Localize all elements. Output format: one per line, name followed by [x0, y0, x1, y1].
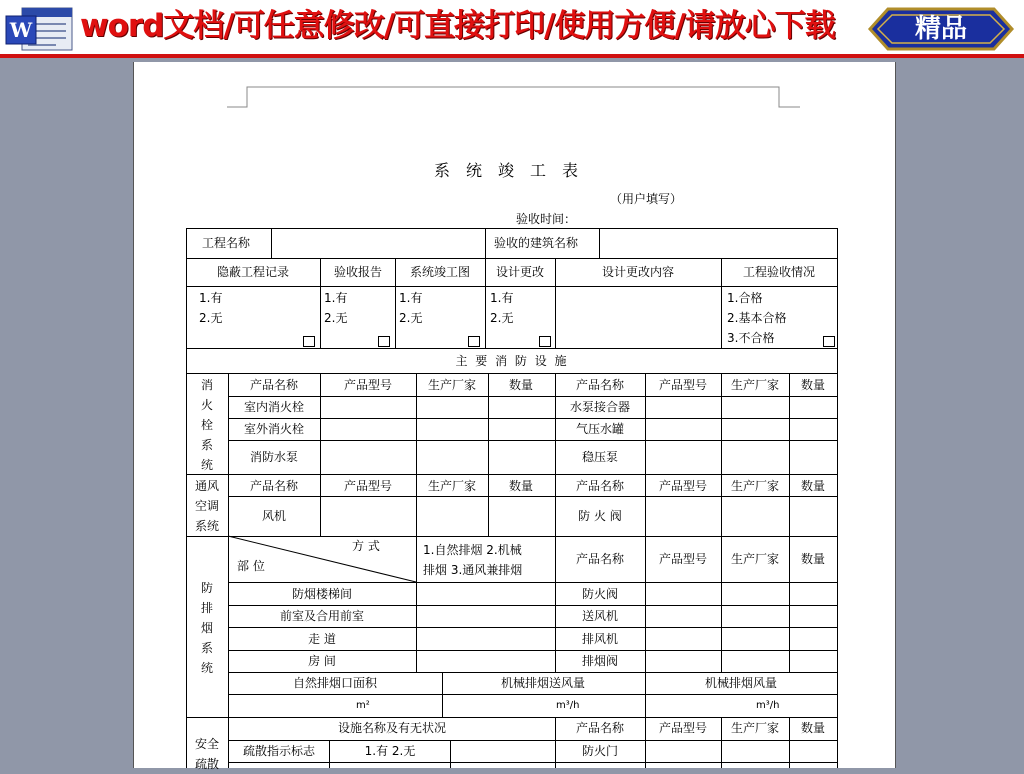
hidden-works-options: 1.有 2.无	[199, 291, 223, 325]
report-checkbox[interactable]	[378, 336, 390, 347]
corridor: 走 道	[308, 632, 336, 646]
document-note: （用户填写）	[610, 192, 683, 206]
exhaust-fan: 排风机	[581, 632, 619, 646]
hydrant-col-qty: 数量	[508, 378, 534, 392]
smoke-col-qty: 数量	[800, 552, 826, 566]
as-built-drawing-header: 系统竣工图	[409, 265, 471, 279]
acceptance-options: 1.合格 2.基本合格 3.不合格	[727, 291, 787, 345]
hvac-col-model-2: 产品型号	[658, 479, 708, 493]
design-change-content-header: 设计更改内容	[601, 265, 675, 279]
hvac-col-maker-2: 生产厂家	[730, 479, 780, 493]
evac-col-model: 产品型号	[658, 721, 708, 735]
hvac-system-label: 通风空调系统	[194, 479, 219, 533]
acceptance-report-header: 验收报告	[333, 265, 383, 279]
exhaust-volume-label: 机械排烟风量	[704, 676, 778, 690]
hydrant-col-model: 产品型号	[343, 378, 393, 392]
outdoor-hydrant: 室外消火栓	[243, 422, 305, 436]
indoor-hydrant: 室内消火栓	[243, 400, 305, 414]
acceptance-date-label: 验收时间：	[516, 212, 577, 226]
pressure-tank: 气压水罐	[575, 422, 625, 436]
hydrant-system-label: 消火栓系统	[200, 378, 213, 472]
hidden-works-header: 隐蔽工程记录	[216, 265, 290, 279]
facility-status-header: 设施名称及有无状况	[337, 721, 447, 735]
acceptance-checkbox[interactable]	[823, 336, 835, 347]
stairwell: 防烟楼梯间	[291, 587, 353, 601]
smoke-system-label: 防排烟系统	[200, 581, 213, 675]
hvac-col-qty: 数量	[508, 479, 534, 493]
project-name-label: 工程名称	[202, 236, 251, 250]
evac-col-qty: 数量	[800, 721, 826, 735]
supply-fan: 送风机	[581, 609, 619, 623]
evac-sign: 疏散指示标志	[242, 744, 316, 758]
method-label: 方 式	[352, 539, 380, 553]
document-title: 系统竣工表	[434, 161, 595, 180]
fire-damper: 防 火 阀	[578, 509, 622, 523]
hvac-col-model: 产品型号	[343, 479, 393, 493]
svg-text:W: W	[9, 18, 33, 42]
banner-text: word文档/可任意修改/可直接打印/使用方便/请放心下载	[80, 8, 835, 44]
change-options: 1.有 2.无	[490, 291, 514, 325]
evac-col-name: 产品名称	[575, 721, 625, 735]
smoke-col-maker: 生产厂家	[730, 552, 780, 566]
fan: 风机	[261, 509, 287, 523]
fire-door: 防火门	[581, 744, 619, 758]
evacuation-label: 安全疏散	[194, 737, 219, 771]
supply-volume-label: 机械排烟送风量	[500, 676, 586, 690]
fire-damper-2: 防火阀	[581, 587, 619, 601]
hydrant-col-maker-2: 生产厂家	[730, 378, 780, 392]
stabilizer-pump: 稳压泵	[581, 450, 619, 464]
acceptance-status-header: 工程验收情况	[742, 265, 816, 279]
unit-flow-exhaust: m³/h	[756, 700, 780, 711]
hydrant-col-name: 产品名称	[249, 378, 299, 392]
hvac-col-name-2: 产品名称	[575, 479, 625, 493]
drawing-checkbox[interactable]	[468, 336, 480, 347]
evac-sign-state: 1.有 2.无	[364, 744, 416, 758]
unit-flow-supply: m³/h	[556, 700, 580, 711]
pump-adapter: 水泵接合器	[569, 400, 631, 414]
report-options: 1.有 2.无	[324, 291, 348, 325]
hvac-col-qty-2: 数量	[800, 479, 826, 493]
position-label: 部 位	[237, 559, 265, 573]
main-facilities-header: 主 要 消 防 设 施	[455, 354, 569, 368]
hydrant-col-name-2: 产品名称	[575, 378, 625, 392]
hydrant-col-model-2: 产品型号	[658, 378, 708, 392]
hidden-works-checkbox[interactable]	[303, 336, 315, 347]
hydrant-col-qty-2: 数量	[800, 378, 826, 392]
vent-area-label: 自然排烟口面积	[292, 676, 378, 690]
unit-area: m²	[356, 700, 370, 711]
change-checkbox[interactable]	[539, 336, 551, 347]
quality-badge-label: 精品	[914, 14, 967, 44]
fire-pump: 消防水泵	[249, 450, 299, 464]
smoke-col-name: 产品名称	[575, 552, 625, 566]
smoke-valve: 排烟阀	[581, 654, 619, 668]
smoke-col-model: 产品型号	[658, 552, 708, 566]
hvac-col-maker: 生产厂家	[427, 479, 477, 493]
smoke-types: 1.自然排烟 2.机械 排烟 3.通风兼排烟	[423, 543, 523, 577]
hvac-col-name: 产品名称	[249, 479, 299, 493]
evac-col-maker: 生产厂家	[730, 721, 780, 735]
building-name-label: 验收的建筑名称	[494, 236, 579, 250]
drawing-options: 1.有 2.无	[399, 291, 423, 325]
front-room: 前室及合用前室	[279, 609, 365, 623]
room: 房 间	[308, 654, 336, 668]
design-change-header: 设计更改	[495, 265, 545, 279]
hydrant-col-maker: 生产厂家	[427, 378, 477, 392]
